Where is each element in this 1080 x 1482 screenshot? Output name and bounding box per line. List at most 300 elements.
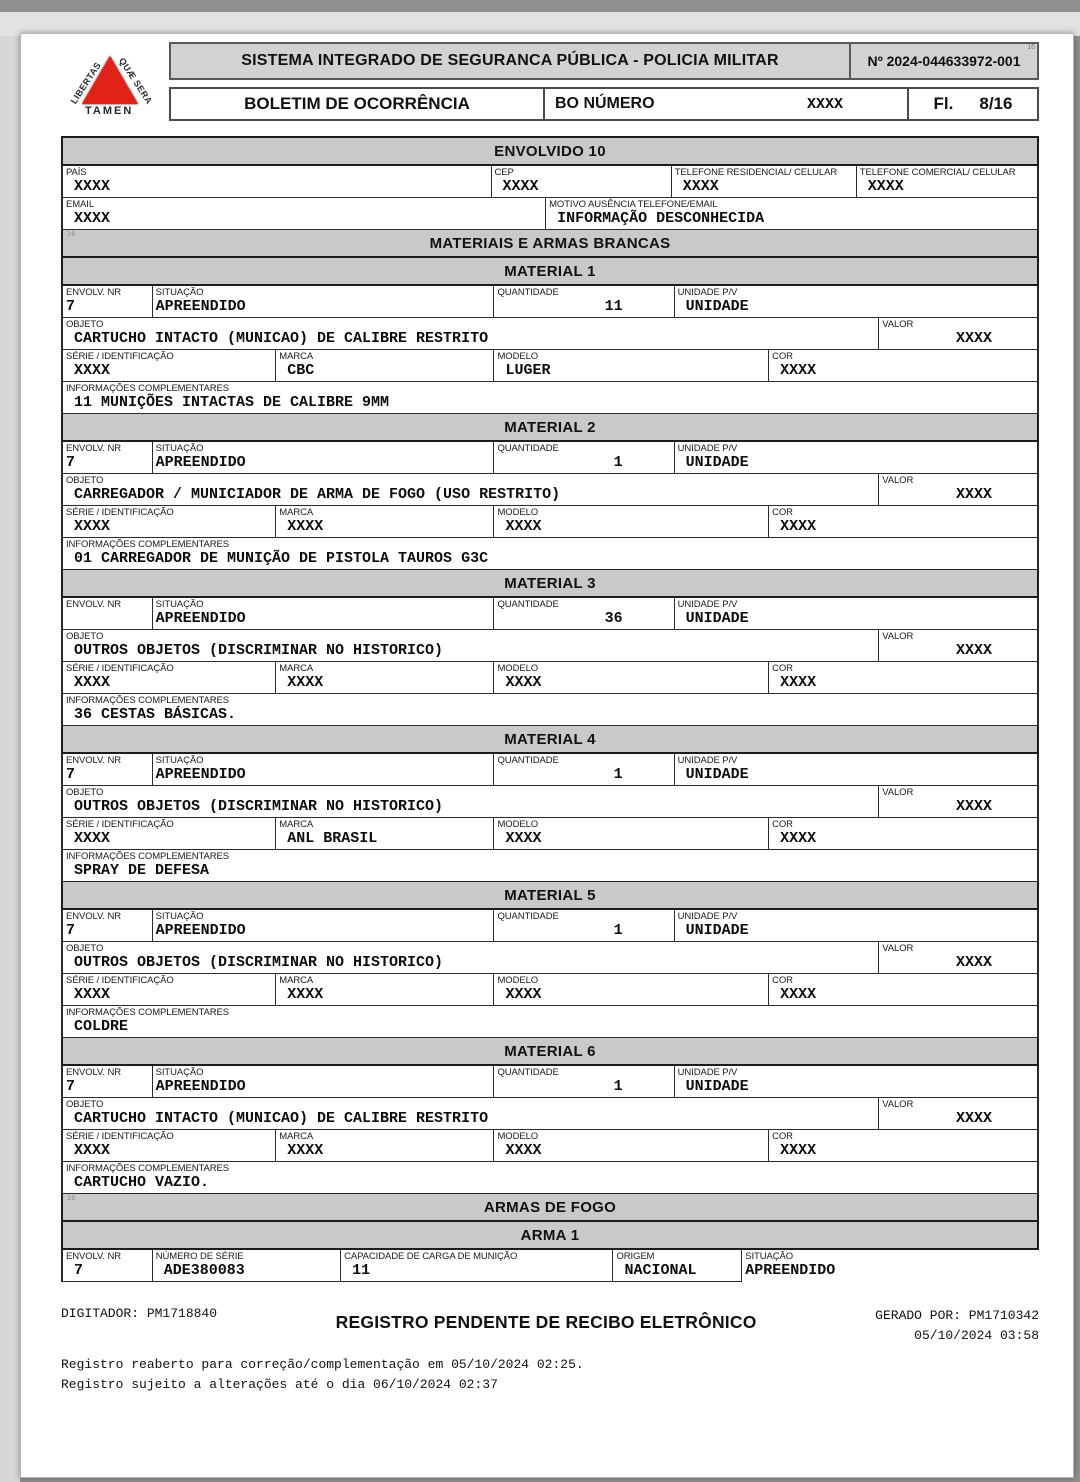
field-unidade-label: UNIDADE P/V [677, 1067, 738, 1078]
field-objeto-value: CARTUCHO INTACTO (MUNICAO) DE CALIBRE RESTRITO [74, 330, 489, 347]
field-valor [879, 786, 1037, 817]
field-marca-value: XXXX [287, 518, 324, 535]
field-objeto-value: OUTROS OBJETOS (DISCRIMINAR NO HISTORICO) [74, 798, 444, 815]
field-situacao-value: APREENDIDO [155, 1078, 246, 1095]
field-quantidade-value: 36 [604, 610, 623, 627]
field-serie-value: XXXX [74, 362, 111, 379]
field-cep-label: CEP [494, 167, 514, 178]
field-situacao-label: SITUAÇÃO [155, 911, 204, 922]
field-quantidade-value: 11 [604, 298, 623, 315]
field-marca [276, 350, 494, 381]
arma-origem-label: ORIGEM [616, 1251, 655, 1262]
material-block [61, 414, 1039, 570]
document-number-box [849, 44, 1037, 78]
field-pais-label: PAÍS [66, 167, 87, 178]
material-row-situacao [61, 910, 1039, 942]
material-block [61, 882, 1039, 1038]
field-envolv-nr-value: 7 [66, 922, 76, 939]
footer-note-2: Registro sujeito a alterações até o dia 06/10/2024 02:37 [61, 1377, 498, 1393]
field-unidade [675, 1066, 1037, 1097]
gerado-em-text: 05/10/2024 03:58 [914, 1327, 1039, 1343]
field-modelo-value: LUGER [505, 362, 551, 379]
field-marca [276, 818, 494, 849]
logo-text-tamen: TAMEN [85, 105, 134, 117]
field-envolv-nr [63, 754, 153, 785]
field-motivo-ausencia-label: MOTIVO AUSÊNCIA TELEFONE/EMAIL [549, 199, 718, 210]
field-modelo-label: MODELO [497, 351, 539, 362]
footer-top-row [61, 1306, 1039, 1345]
material-row-objeto [61, 1098, 1039, 1130]
field-valor-label: VALOR [882, 475, 914, 486]
field-situacao-value: APREENDIDO [155, 298, 246, 315]
page-indicator-value: 8/16 [979, 94, 1013, 113]
page-indicator-cell [907, 89, 1037, 119]
field-informacoes [63, 850, 1037, 881]
field-informacoes-label: INFORMAÇÕES COMPLEMENTARES [66, 1163, 229, 1174]
arma-capacidade-value: 11 [352, 1262, 371, 1279]
field-objeto-label: OBJETO [66, 943, 104, 954]
field-valor-label: VALOR [882, 943, 914, 954]
field-modelo-label: MODELO [497, 507, 539, 518]
material-row-serie [61, 350, 1039, 382]
field-quantidade-label: QUANTIDADE [497, 1067, 559, 1078]
field-cor [769, 506, 1037, 537]
field-situacao-value: APREENDIDO [155, 922, 246, 939]
field-telefone-comercial [857, 166, 1037, 197]
field-quantidade [494, 910, 674, 941]
field-quantidade-label: QUANTIDADE [497, 755, 559, 766]
material-title: MATERIAL 5 [61, 882, 1039, 910]
material-title: MATERIAL 6 [61, 1038, 1039, 1066]
field-envolv-nr-label: ENVOLV. NR [66, 287, 121, 298]
field-modelo-value: XXXX [505, 986, 542, 1003]
field-unidade [675, 598, 1037, 629]
field-informacoes-label: INFORMAÇÕES COMPLEMENTARES [66, 695, 229, 706]
field-quantidade [494, 754, 674, 785]
gerado-por-text: GERADO POR: PM1710342 [875, 1308, 1039, 1323]
field-quantidade-label: QUANTIDADE [497, 443, 559, 454]
field-pais [63, 166, 492, 197]
field-valor [879, 630, 1037, 661]
field-serie-label: SÉRIE / IDENTIFICAÇÃO [66, 1131, 174, 1142]
field-unidade-value: UNIDADE [685, 1078, 749, 1095]
field-serie [63, 506, 276, 537]
field-cor-value: XXXX [780, 362, 817, 379]
field-marca [276, 974, 494, 1005]
field-telefone-residencial-label: TELEFONE RESIDENCIAL/ CELULAR [674, 167, 838, 178]
field-unidade-label: UNIDADE P/V [677, 911, 738, 922]
field-envolv-nr-label: ENVOLV. NR [66, 599, 121, 610]
field-marca-value: XXXX [287, 674, 324, 691]
material-row-objeto [61, 630, 1039, 662]
field-modelo-value: XXXX [505, 674, 542, 691]
field-valor-value: XXXX [955, 486, 992, 503]
field-quantidade-value: 1 [613, 766, 623, 783]
field-objeto [63, 942, 879, 973]
footer-note-1: Registro reaberto para correção/complementação em 05/10/2024 02:25. [61, 1357, 584, 1372]
field-serie-value: XXXX [74, 986, 111, 1003]
field-informacoes-value: COLDRE [74, 1018, 129, 1035]
field-informacoes-value: 36 CESTAS BÁSICAS. [74, 706, 237, 723]
field-serie-value: XXXX [74, 674, 111, 691]
field-serie [63, 1130, 276, 1161]
section-header-armas-de-fogo [61, 1194, 1039, 1222]
field-objeto-label: OBJETO [66, 319, 104, 330]
footer-generated-block [875, 1306, 1039, 1345]
material-row-info [61, 1162, 1039, 1194]
field-email-label: EMAIL [66, 199, 95, 210]
field-informacoes-value: CARTUCHO VAZIO. [74, 1174, 210, 1191]
arma-envolv-nr-value: 7 [74, 1262, 84, 1279]
arma-situacao [742, 1250, 1039, 1282]
field-envolv-nr-label: ENVOLV. NR [66, 443, 121, 454]
field-quantidade-value: 1 [613, 454, 623, 471]
field-situacao [153, 754, 495, 785]
document-header [21, 34, 1073, 126]
field-unidade [675, 286, 1037, 317]
minas-gerais-emblem-logo [61, 42, 161, 126]
form-title-bar [169, 87, 1039, 121]
field-unidade [675, 754, 1037, 785]
field-informacoes [63, 1006, 1037, 1037]
field-modelo-value: XXXX [505, 1142, 542, 1159]
section-header-materiais [61, 230, 1039, 258]
material-row-info [61, 1006, 1039, 1038]
material-block [61, 258, 1039, 414]
field-informacoes [63, 694, 1037, 725]
arma-capacidade-label: CAPACIDADE DE CARGA DE MUNIÇÃO [344, 1251, 518, 1262]
field-cor [769, 662, 1037, 693]
field-informacoes-value: 01 CARREGADOR DE MUNIÇÃO DE PISTOLA TAUROS G3C [74, 550, 489, 567]
field-unidade [675, 442, 1037, 473]
field-serie [63, 818, 276, 849]
field-informacoes-label: INFORMAÇÕES COMPLEMENTARES [66, 851, 229, 862]
document-number-superscript: 16 [1027, 44, 1035, 51]
materiais-superscript: 16 [67, 231, 76, 238]
field-cep [492, 166, 672, 197]
logo-text-libertas: LIBERTAS [68, 60, 103, 106]
field-valor-label: VALOR [882, 787, 914, 798]
field-email [63, 198, 546, 229]
field-quantidade-label: QUANTIDADE [497, 287, 559, 298]
field-quantidade-label: QUANTIDADE [497, 599, 559, 610]
arma-origem [613, 1250, 742, 1282]
material-row-objeto [61, 786, 1039, 818]
footer-notes [61, 1355, 1039, 1395]
field-marca-label: MARCA [279, 819, 314, 830]
document-page [20, 33, 1074, 1478]
document-footer [61, 1306, 1039, 1395]
field-objeto-label: OBJETO [66, 787, 104, 798]
field-envolv-nr-value: 7 [66, 1078, 76, 1095]
report-table [61, 136, 1039, 1282]
envolvido-row-1 [61, 166, 1039, 198]
field-informacoes-label: INFORMAÇÕES COMPLEMENTARES [66, 539, 229, 550]
field-cor-label: COR [772, 975, 793, 986]
field-cor-value: XXXX [780, 674, 817, 691]
field-modelo [494, 1130, 769, 1161]
field-quantidade [494, 1066, 674, 1097]
field-situacao-value: APREENDIDO [155, 610, 246, 627]
field-cor-label: COR [772, 819, 793, 830]
material-row-info [61, 538, 1039, 570]
field-serie-label: SÉRIE / IDENTIFICAÇÃO [66, 819, 174, 830]
envolvido-row-2 [61, 198, 1039, 230]
field-modelo-label: MODELO [497, 663, 539, 674]
field-cor-value: XXXX [780, 518, 817, 535]
field-marca-label: MARCA [279, 351, 314, 362]
form-title: BOLETIM DE OCORRÊNCIA [244, 94, 470, 113]
field-valor-label: VALOR [882, 631, 914, 642]
field-informacoes-label: INFORMAÇÕES COMPLEMENTARES [66, 1007, 229, 1018]
field-marca-value: XXXX [287, 986, 324, 1003]
field-valor [879, 474, 1037, 505]
material-row-objeto [61, 942, 1039, 974]
field-marca-value: XXXX [287, 1142, 324, 1159]
field-modelo-label: MODELO [497, 819, 539, 830]
logo-text-que-sera: QUÆ SERA [116, 55, 155, 107]
bo-number-value: XXXX [806, 95, 843, 113]
field-unidade-label: UNIDADE P/V [677, 599, 738, 610]
field-cor [769, 974, 1037, 1005]
field-serie [63, 974, 276, 1005]
field-cor-label: COR [772, 351, 793, 362]
field-valor-value: XXXX [955, 330, 992, 347]
field-unidade-value: UNIDADE [685, 610, 749, 627]
field-envolv-nr [63, 910, 153, 941]
field-objeto-value: OUTROS OBJETOS (DISCRIMINAR NO HISTORICO) [74, 954, 444, 971]
material-title: MATERIAL 1 [61, 258, 1039, 286]
field-valor-value: XXXX [955, 642, 992, 659]
field-valor [879, 318, 1037, 349]
system-title: SISTEMA INTEGRADO DE SEGURANCA PÚBLICA - POLICIA MILITAR [241, 52, 779, 69]
field-objeto [63, 786, 879, 817]
field-unidade-value: UNIDADE [685, 454, 749, 471]
arma-origem-value: NACIONAL [624, 1262, 697, 1279]
field-objeto [63, 474, 879, 505]
field-envolv-nr [63, 442, 153, 473]
arma-envolv-nr [63, 1250, 153, 1282]
field-informacoes-value: 11 MUNIÇÕES INTACTAS DE CALIBRE 9MM [74, 394, 390, 411]
field-envolv-nr-value: 7 [66, 298, 76, 315]
field-cor-value: XXXX [780, 1142, 817, 1159]
field-unidade-value: UNIDADE [685, 766, 749, 783]
material-row-serie [61, 818, 1039, 850]
document-number: Nº 2024-044633972-001 [867, 53, 1021, 69]
material-title: MATERIAL 4 [61, 726, 1039, 754]
field-unidade-label: UNIDADE P/V [677, 443, 738, 454]
field-motivo-ausencia [546, 198, 1037, 229]
field-cor-label: COR [772, 507, 793, 518]
material-block [61, 726, 1039, 882]
field-serie-value: XXXX [74, 518, 111, 535]
field-quantidade-label: QUANTIDADE [497, 911, 559, 922]
field-envolv-nr-label: ENVOLV. NR [66, 755, 121, 766]
field-objeto [63, 318, 879, 349]
field-serie-label: SÉRIE / IDENTIFICAÇÃO [66, 975, 174, 986]
material-row-info [61, 850, 1039, 882]
field-modelo-value: XXXX [505, 830, 542, 847]
field-situacao [153, 1066, 495, 1097]
field-envolv-nr-value: 7 [66, 454, 76, 471]
field-objeto [63, 630, 879, 661]
section-header-envolvido: ENVOLVIDO 10 [61, 138, 1039, 166]
field-telefone-residencial [672, 166, 857, 197]
field-pais-value: XXXX [74, 178, 111, 195]
field-telefone-residencial-value: XXXX [682, 178, 719, 195]
field-unidade-value: UNIDADE [685, 922, 749, 939]
field-valor-label: VALOR [882, 1099, 914, 1110]
field-modelo [494, 662, 769, 693]
arma-situacao-value: APREENDIDO [745, 1262, 836, 1279]
arma-situacao-label: SITUAÇÃO [745, 1251, 794, 1262]
field-valor-value: XXXX [955, 954, 992, 971]
field-quantidade [494, 286, 674, 317]
field-telefone-comercial-value: XXXX [867, 178, 904, 195]
field-email-value: XXXX [74, 210, 111, 227]
field-envolv-nr-value: 7 [66, 766, 76, 783]
field-modelo [494, 350, 769, 381]
field-marca [276, 1130, 494, 1161]
field-unidade [675, 910, 1037, 941]
field-envolv-nr [63, 286, 153, 317]
field-cor-value: XXXX [780, 830, 817, 847]
field-valor [879, 942, 1037, 973]
field-situacao-label: SITUAÇÃO [155, 755, 204, 766]
bo-number-label: BO NÚMERO [555, 95, 655, 112]
field-valor-value: XXXX [955, 798, 992, 815]
field-cor-label: COR [772, 663, 793, 674]
field-unidade-label: UNIDADE P/V [677, 287, 738, 298]
field-unidade-value: UNIDADE [685, 298, 749, 315]
field-modelo [494, 974, 769, 1005]
field-serie [63, 662, 276, 693]
armas-superscript: 16 [67, 1195, 76, 1202]
field-serie-label: SÉRIE / IDENTIFICAÇÃO [66, 507, 174, 518]
field-situacao-label: SITUAÇÃO [155, 443, 204, 454]
field-objeto-value: OUTROS OBJETOS (DISCRIMINAR NO HISTORICO) [74, 642, 444, 659]
section-header-arma-1: ARMA 1 [61, 1222, 1039, 1250]
field-serie-value: XXXX [74, 1142, 111, 1159]
field-informacoes [63, 1162, 1037, 1193]
field-envolv-nr [63, 1066, 153, 1097]
field-serie-label: SÉRIE / IDENTIFICAÇÃO [66, 663, 174, 674]
field-informacoes-label: INFORMAÇÕES COMPLEMENTARES [66, 383, 229, 394]
field-motivo-ausencia-value: INFORMAÇÃO DESCONHECIDA [557, 210, 765, 227]
field-modelo [494, 506, 769, 537]
field-objeto-label: OBJETO [66, 631, 104, 642]
field-cor-value: XXXX [780, 986, 817, 1003]
material-row-situacao [61, 286, 1039, 318]
material-row-situacao [61, 1066, 1039, 1098]
field-valor-label: VALOR [882, 319, 914, 330]
arma-numero-serie-label: NÚMERO DE SÉRIE [155, 1251, 244, 1262]
material-row-info [61, 694, 1039, 726]
field-cor-label: COR [772, 1131, 793, 1142]
material-row-objeto [61, 318, 1039, 350]
field-situacao-label: SITUAÇÃO [155, 287, 204, 298]
viewer-left-margin [0, 36, 20, 1482]
field-cor [769, 350, 1037, 381]
field-modelo [494, 818, 769, 849]
field-quantidade-value: 1 [613, 922, 623, 939]
field-marca [276, 662, 494, 693]
material-row-situacao [61, 442, 1039, 474]
arma-numero-serie [153, 1250, 341, 1282]
field-envolv-nr [63, 598, 153, 629]
materiais-title: MATERIAIS E ARMAS BRANCAS [429, 234, 671, 252]
field-modelo-label: MODELO [497, 1131, 539, 1142]
field-quantidade [494, 442, 674, 473]
field-quantidade [494, 598, 674, 629]
digitador-text: DIGITADOR: PM1718840 [61, 1306, 218, 1321]
field-objeto-label: OBJETO [66, 1099, 104, 1110]
field-valor-value: XXXX [955, 1110, 992, 1127]
field-serie-value: XXXX [74, 830, 111, 847]
material-block [61, 1038, 1039, 1194]
field-objeto [63, 1098, 879, 1129]
field-cor [769, 1130, 1037, 1161]
field-objeto-label: OBJETO [66, 475, 104, 486]
system-title-bar [169, 42, 1039, 80]
field-situacao [153, 910, 495, 941]
field-situacao [153, 286, 495, 317]
field-situacao [153, 442, 495, 473]
arma-envolv-nr-label: ENVOLV. NR [66, 1251, 121, 1262]
field-marca-label: MARCA [279, 507, 314, 518]
material-row-situacao [61, 754, 1039, 786]
field-situacao-value: APREENDIDO [155, 454, 246, 471]
field-serie [63, 350, 276, 381]
page-indicator-label: Fl. [933, 94, 954, 113]
field-marca-label: MARCA [279, 975, 314, 986]
field-serie-label: SÉRIE / IDENTIFICAÇÃO [66, 351, 174, 362]
field-marca-label: MARCA [279, 663, 314, 674]
field-unidade-label: UNIDADE P/V [677, 755, 738, 766]
material-row-situacao [61, 598, 1039, 630]
field-situacao [153, 598, 495, 629]
field-marca-value: CBC [287, 362, 315, 379]
field-situacao-label: SITUAÇÃO [155, 599, 204, 610]
field-marca [276, 506, 494, 537]
material-row-serie [61, 662, 1039, 694]
field-envolv-nr-label: ENVOLV. NR [66, 911, 121, 922]
materials-list [61, 258, 1039, 1194]
field-informacoes-value: SPRAY DE DEFESA [74, 862, 210, 879]
field-informacoes [63, 382, 1037, 413]
bo-number-cell [543, 89, 907, 119]
field-cor [769, 818, 1037, 849]
material-title: MATERIAL 3 [61, 570, 1039, 598]
material-row-serie [61, 506, 1039, 538]
arma-capacidade [341, 1250, 613, 1282]
field-telefone-comercial-label: TELEFONE COMERCIAL/ CELULAR [859, 167, 1016, 178]
material-row-serie [61, 974, 1039, 1006]
arma-row [61, 1250, 1039, 1282]
footer-status-title: REGISTRO PENDENTE DE RECIBO ELETRÔNICO [335, 1312, 757, 1332]
field-situacao-value: APREENDIDO [155, 766, 246, 783]
material-row-objeto [61, 474, 1039, 506]
field-situacao-label: SITUAÇÃO [155, 1067, 204, 1078]
header-bars [161, 42, 1039, 126]
armas-title: ARMAS DE FOGO [483, 1198, 617, 1216]
field-valor [879, 1098, 1037, 1129]
field-quantidade-value: 1 [613, 1078, 623, 1095]
arma-numero-serie-value: ADE380083 [163, 1262, 245, 1279]
field-informacoes [63, 538, 1037, 569]
field-modelo-label: MODELO [497, 975, 539, 986]
field-marca-label: MARCA [279, 1131, 314, 1142]
